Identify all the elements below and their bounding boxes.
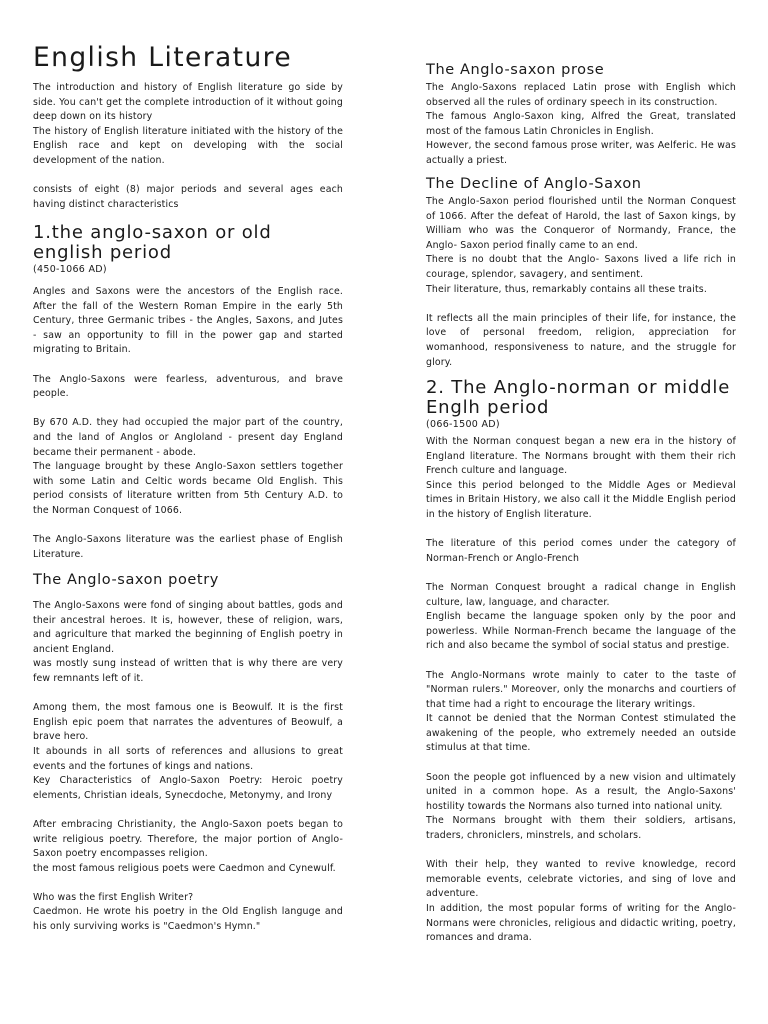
- period1-paragraph-2: The Anglo-Saxons were fearless, adventurous, and brave people.: [33, 373, 343, 400]
- prose-heading: The Anglo-saxon prose: [426, 62, 605, 78]
- poetry-body: [33, 599, 343, 935]
- period2-body: [426, 435, 736, 946]
- decline-paragraph-3: Their literature, thus, remarkably contains all these traits.: [426, 283, 707, 295]
- period2-paragraph-6b: In addition, the most popular forms of writing for the Anglo-Normans were chronicles, religious and didactic writing, poetry, romances and drama.: [426, 903, 736, 944]
- prose-paragraph-3: However, the second famous prose writer, was Aelferic. He was actually a priest.: [426, 140, 736, 166]
- page-title: English Literature: [33, 42, 293, 73]
- poetry-paragraph-1b: was mostly sung instead of written that is why there are very few remnants left of it.: [33, 658, 343, 684]
- decline-paragraph-4: It reflects all the main principles of their life, for instance, the love of personal freedom, religion, appreciation for womanhood, responsiveness to nature, and the struggle for glory.: [426, 312, 736, 368]
- poetry-section: [33, 572, 343, 589]
- period2-paragraph-4b: It cannot be denied that the Norman Contest stimulated the awakening of the people, who extremely needed an outside stimulus at that time.: [426, 713, 736, 754]
- intro-section: [33, 81, 343, 169]
- periods-note-section: [33, 183, 343, 212]
- period2-dates: (066-1500 AD): [426, 419, 500, 430]
- period1-section: [33, 223, 343, 277]
- poetry-paragraph-2b: It abounds in all sorts of references and allusions to great events and the fortunes of kings and nations.: [33, 745, 343, 772]
- period2-paragraph-2: The literature of this period comes under the category of Norman-French or Anglo-French: [426, 538, 736, 564]
- decline-heading: The Decline of Anglo-Saxon: [426, 176, 642, 192]
- period2-paragraph-4a: The Anglo-Normans wrote mainly to cater to the taste of "Norman rulers." Moreover, only the monarchs and courtiers of that time had a right to encourage the literary writings.: [426, 669, 736, 710]
- period2-paragraph-3b: English became the language spoken only by the poor and powerless. While Norman-French became the language of the rich and also became the symbol of social status and prestige.: [426, 611, 736, 652]
- period2-paragraph-1b: Since this period belonged to the Middle Ages or Medieval times in Britain History, we also call it the Middle English period in the history of English literature.: [426, 479, 736, 520]
- period1-heading: 1.the anglo-saxon or old english period: [33, 222, 272, 263]
- poetry-question: Who was the first English Writer?: [33, 891, 194, 903]
- poetry-paragraph-3b: the most famous religious poets were Caedmon and Cynewulf.: [33, 862, 336, 874]
- poetry-answer: Caedmon. He wrote his poetry in the Old English languge and his only surviving works is "Caedmon's Hymn.": [33, 906, 343, 933]
- period1-paragraph-3b: The language brought by these Anglo-Saxon settlers together with some Latin and Celtic words became Old English. This period consists of literature written from 5th Century A.D. to the Norman Conquest of 1066.: [33, 461, 343, 516]
- period1-paragraph-4: The Anglo-Saxons literature was the earliest phase of English Literature.: [33, 534, 343, 560]
- intro-paragraph-1: The introduction and history of English literature go side by side. You can't get the complete introduction of it without going deep down on its history: [33, 82, 343, 123]
- prose-body: [426, 81, 736, 169]
- period1-body: [33, 285, 343, 562]
- prose-paragraph-2: The famous Anglo-Saxon king, Alfred the Great, translated most of the famous Latin Chronicles in English.: [426, 111, 736, 137]
- period2-paragraph-5b: The Normans brought with them their soldiers, artisans, traders, chroniclers, minstrels, and scholars.: [426, 815, 736, 842]
- decline-section: [426, 176, 736, 193]
- period2-paragraph-3a: The Norman Conquest brought a radical change in English culture, law, language, and character.: [426, 581, 736, 608]
- prose-section: [426, 62, 736, 79]
- period1-paragraph-1: Angles and Saxons were the ancestors of the English race. After the fall of the Western Roman Empire in the early 5th Century, three Germanic tribes - the Angles, Saxons, and Jutes - saw an opportunity to fill in the power gap and started migrating to Britain.: [33, 286, 343, 356]
- period1-paragraph-3a: By 670 A.D. they had occupied the major part of the country, and the land of Anglos or Angloland - present day England became their permanent - abode.: [33, 417, 343, 458]
- poetry-paragraph-2a: Among them, the most famous one is Beowulf. It is the first English epic poem that narrates the adventures of Beowulf, a brave hero.: [33, 702, 343, 743]
- decline-paragraph-2: There is no doubt that the Anglo- Saxons lived a life rich in courage, splendor, savagery, and sentiment.: [426, 254, 736, 280]
- period1-dates: (450-1066 AD): [33, 264, 107, 275]
- period2-paragraph-5a: Soon the people got influenced by a new vision and ultimately united in a common hope. As a result, the Anglo-Saxons' hostility towards the Normans also turned into national unity.: [426, 771, 736, 812]
- poetry-heading: The Anglo-saxon poetry: [33, 572, 219, 588]
- decline-paragraph-1: The Anglo-Saxon period flourished until the Norman Conquest of 1066. After the defeat of Harold, the last of Saxon kings, by William who was the Conqueror of Normandy, France, the Anglo- Saxon period finally came to an end.: [426, 196, 736, 251]
- prose-paragraph-1: The Anglo-Saxons replaced Latin prose with English which observed all the rules of ordinary speech in its construction.: [426, 82, 736, 108]
- poetry-paragraph-2c: Key Characteristics of Anglo-Saxon Poetry: Heroic poetry elements, Christian ideals, Synecdoche, Metonymy, and Irony: [33, 775, 343, 801]
- period2-paragraph-1a: With the Norman conquest began a new era in the history of England literature. The Normans brought with them their rich French culture and language.: [426, 436, 736, 477]
- period2-paragraph-6a: With their help, they wanted to revive knowledge, record memorable events, celebrate victories, and sing of love and adventure.: [426, 859, 736, 900]
- period2-heading: 2. The Anglo-norman or middle Englh period: [426, 377, 731, 418]
- intro-paragraph-2: The history of English literature initiated with the history of the English race and kept on developing with the social development of the nation.: [33, 125, 343, 166]
- decline-body: [426, 195, 736, 370]
- poetry-paragraph-3a: After embracing Christianity, the Anglo-Saxon poets began to write religious poetry. Therefore, the major portion of Anglo-Saxon poetry encompasses religion.: [33, 818, 343, 860]
- period2-section: [426, 378, 736, 432]
- poetry-paragraph-1a: The Anglo-Saxons were fond of singing about battles, gods and their ancestral heroes. It is, however, these of religion, wars, and agriculture that marked the beginning of English poetry in ancient England.: [33, 600, 343, 655]
- periods-note: consists of eight (8) major periods and several ages each having distinct characteristics: [33, 184, 343, 210]
